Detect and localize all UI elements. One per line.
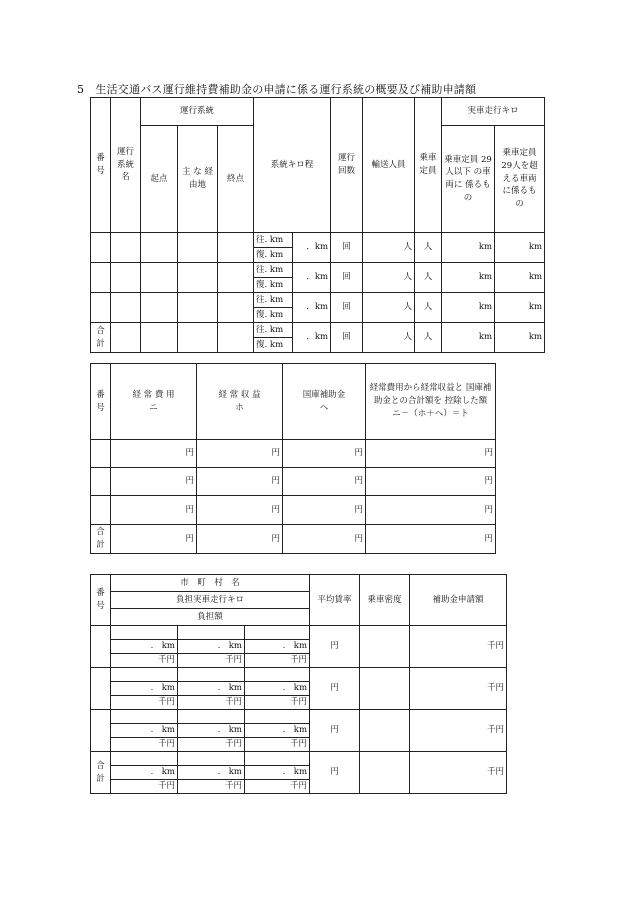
times-cell: 回 — [331, 233, 363, 263]
km-unit: km — [269, 279, 284, 290]
pax-cell: 人 — [363, 263, 415, 293]
back-label: 復. — [256, 339, 268, 350]
km-cell: . km — [178, 724, 245, 738]
total-row — [91, 525, 496, 554]
back-label: 復. — [256, 279, 268, 290]
gt29-cell: km — [495, 233, 545, 263]
pax-cell: 人 — [363, 293, 415, 323]
total-label: 合 計 — [91, 752, 111, 794]
table-row — [91, 496, 496, 525]
header-km: 系統キロ程 — [254, 98, 331, 233]
times-cell: 回 — [331, 263, 363, 293]
km-cell: . km — [178, 766, 245, 780]
cap-cell: 人 — [415, 263, 442, 293]
km-unit: km — [269, 249, 284, 260]
km-cell: ．km — [293, 323, 331, 353]
header-no: 番 号 — [91, 98, 111, 233]
table-row — [91, 626, 507, 640]
header-route-name: 運行 系統 名 — [111, 98, 141, 233]
cost-cell: 円 — [111, 496, 197, 525]
header-revenue: 経 常 収 益 — [218, 389, 261, 400]
amount-cell: 千円 — [178, 738, 245, 752]
amount-cell: 千円 — [245, 654, 310, 668]
header-cost: 経 常 費 用 — [132, 389, 175, 400]
total-row — [91, 323, 545, 338]
subsidy-cell: 円 — [283, 496, 366, 525]
header-times: 運行 回数 — [331, 98, 363, 233]
header-density: 乗車密度 — [360, 575, 410, 626]
header-burden-km: 負担実車走行キロ — [111, 592, 310, 609]
table-row — [91, 233, 545, 248]
revenue-cell: 円 — [197, 496, 283, 525]
total-label: 合 計 — [91, 323, 111, 353]
total-label: 合 計 — [91, 525, 111, 554]
le29-cell: km — [442, 293, 495, 323]
header-deduction-formula: ニ－（ホ＋ヘ）＝ト — [392, 408, 469, 419]
apply-cell: 千円 — [410, 710, 507, 752]
amount-cell: 千円 — [178, 780, 245, 794]
out-label: 往. — [256, 324, 268, 335]
subsidy-cell: 円 — [283, 440, 366, 468]
table-row — [91, 710, 507, 724]
header-cost-sub: ニ — [149, 402, 158, 413]
deduction-cell: 円 — [366, 468, 496, 496]
amount-cell: 千円 — [245, 780, 310, 794]
header-no: 番 号 — [91, 364, 111, 440]
out-label: 往. — [256, 264, 268, 275]
gt29-cell: km — [495, 293, 545, 323]
pax-cell: 人 — [363, 323, 415, 353]
cost-cell: 円 — [111, 468, 197, 496]
back-label: 復. — [256, 249, 268, 260]
subsidy-cell: 円 — [283, 525, 366, 554]
table-row — [91, 440, 496, 468]
apply-cell: 千円 — [410, 752, 507, 794]
revenue-cell: 円 — [197, 525, 283, 554]
km-cell: . km — [245, 640, 310, 654]
km-cell: . km — [245, 682, 310, 696]
deduction-cell: 円 — [366, 525, 496, 554]
subsidy-cell: 円 — [283, 468, 366, 496]
back-label: 復. — [256, 309, 268, 320]
amount-cell: 千円 — [111, 654, 178, 668]
km-cell: ．km — [293, 263, 331, 293]
header-revenue-sub: ホ — [235, 402, 244, 413]
header-city: 市 町 村 名 — [111, 575, 310, 592]
km-unit: km — [269, 309, 284, 320]
km-cell: . km — [111, 640, 178, 654]
cap-cell: 人 — [415, 293, 442, 323]
km-cell: . km — [178, 682, 245, 696]
section-title: 5 生活交通バス運行維持費補助金の申請に係る運行系統の概要及び補助申請額 — [77, 83, 477, 96]
header-via: 主 な 経由地 — [178, 126, 218, 233]
header-fare: 平均賃率 — [310, 575, 360, 626]
deduction-cell: 円 — [366, 440, 496, 468]
revenue-cell: 円 — [197, 468, 283, 496]
cap-cell: 人 — [415, 233, 442, 263]
apply-cell: 千円 — [410, 626, 507, 668]
le29-cell: km — [442, 323, 495, 353]
revenue-cell: 円 — [197, 440, 283, 468]
km-cell: . km — [178, 640, 245, 654]
km-cell: . km — [245, 766, 310, 780]
cost-cell: 円 — [111, 525, 197, 554]
header-capacity: 乗車 定員 — [415, 98, 442, 233]
header-passengers: 輸送人員 — [363, 98, 415, 233]
times-cell: 回 — [331, 293, 363, 323]
km-cell: ．km — [293, 233, 331, 263]
km-cell: ．km — [293, 293, 331, 323]
km-cell: . km — [111, 724, 178, 738]
header-national-subsidy: 国庫補助金 — [302, 389, 346, 400]
km-cell: . km — [111, 766, 178, 780]
fare-cell: 円 — [310, 626, 360, 668]
amount-cell: 千円 — [111, 696, 178, 710]
out-label: 往. — [256, 294, 268, 305]
table-row — [91, 468, 496, 496]
le29-cell: km — [442, 263, 495, 293]
times-cell: 回 — [331, 323, 363, 353]
km-cell: . km — [245, 724, 310, 738]
route-summary-table — [90, 97, 545, 353]
amount-cell: 千円 — [111, 738, 178, 752]
cost-table — [90, 363, 496, 554]
header-actual-km: 実車走行キロ — [442, 98, 545, 126]
fare-cell: 円 — [310, 752, 360, 794]
header-burden-amount: 負担額 — [111, 609, 310, 626]
header-no: 番 号 — [91, 575, 111, 626]
table-row — [91, 668, 507, 682]
km-unit: km — [269, 234, 284, 245]
fare-cell: 円 — [310, 710, 360, 752]
header-route: 運行系統 — [141, 98, 254, 126]
header-national-subsidy-sub: ヘ — [319, 402, 329, 413]
amount-cell: 千円 — [245, 738, 310, 752]
header-deduction: 経常費用から経常収益と 国庫補助金との合計額を 控除した額 — [369, 383, 492, 407]
gt29-cell: km — [495, 323, 545, 353]
municipality-table — [90, 574, 507, 794]
header-le29: 乗車定員 29人以下 の車両に 係るもの — [442, 126, 495, 233]
le29-cell: km — [442, 233, 495, 263]
cap-cell: 人 — [415, 323, 442, 353]
km-unit: km — [269, 264, 284, 275]
pax-cell: 人 — [363, 233, 415, 263]
total-row — [91, 752, 507, 766]
km-cell: . km — [111, 682, 178, 696]
gt29-cell: km — [495, 263, 545, 293]
amount-cell: 千円 — [178, 654, 245, 668]
table-row — [91, 263, 545, 278]
header-start: 起点 — [141, 126, 178, 233]
km-unit: km — [269, 324, 284, 335]
header-gt29: 乗車定員 29人を超 える車両 に係るも の — [495, 126, 545, 233]
fare-cell: 円 — [310, 668, 360, 710]
apply-cell: 千円 — [410, 668, 507, 710]
amount-cell: 千円 — [111, 780, 178, 794]
out-label: 往. — [256, 234, 268, 245]
amount-cell: 千円 — [245, 696, 310, 710]
deduction-cell: 円 — [366, 496, 496, 525]
header-end: 終点 — [218, 126, 254, 233]
cost-cell: 円 — [111, 440, 197, 468]
km-unit: km — [269, 294, 284, 305]
amount-cell: 千円 — [178, 696, 245, 710]
km-unit: km — [269, 339, 284, 350]
header-apply: 補助金申請額 — [410, 575, 507, 626]
table-row — [91, 293, 545, 308]
